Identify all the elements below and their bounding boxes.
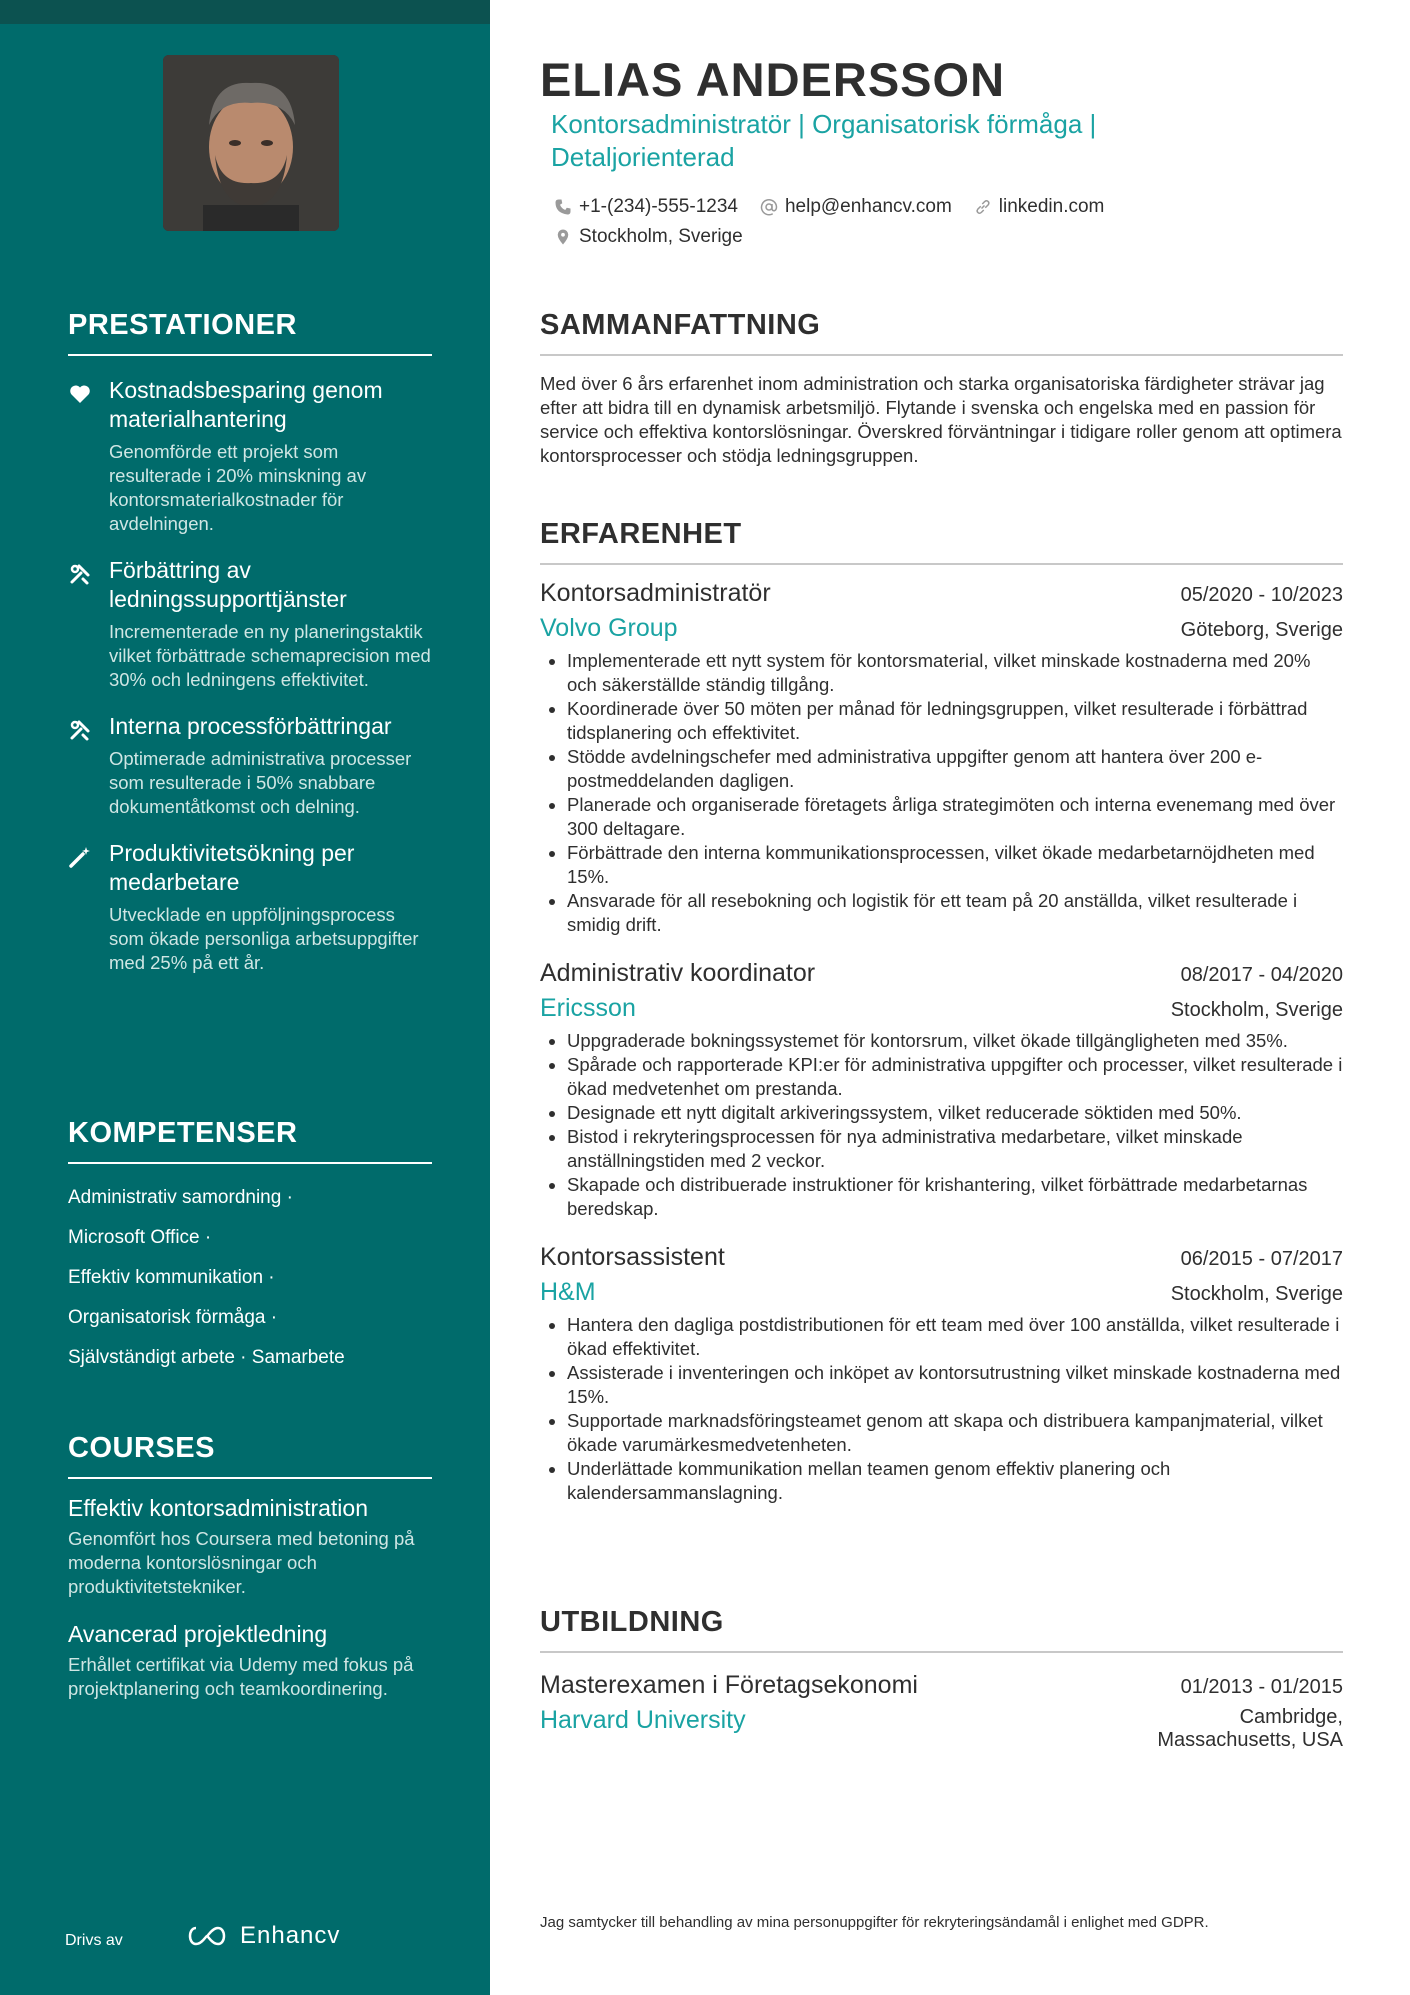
headline-line: Detaljorienterad xyxy=(551,142,735,172)
enhancv-logo[interactable] xyxy=(184,1922,340,1950)
job-entry xyxy=(540,1243,1343,1505)
education-section xyxy=(540,1606,1343,1752)
skill-line: Självständigt arbete · Samarbete xyxy=(68,1347,345,1368)
summary-section xyxy=(540,309,1343,468)
enhancv-logo-icon xyxy=(184,1924,230,1948)
bullet-item: • Spårade och rapporterade KPI:er för administrativa uppgifter och processer, vilket resulterade i ökad medvetenhet om prestanda. xyxy=(567,1053,1343,1101)
courses-section xyxy=(68,1432,432,1701)
course-description: Genomfört hos Coursera med betoning på moderna kontorslösningar och produktivitetstekniker. xyxy=(68,1528,415,1597)
achievement-title: Produktivitetsökning per medarbetare xyxy=(109,840,355,895)
achievement-item xyxy=(68,376,432,536)
education-dates: 01/2013 - 01/2015 xyxy=(1180,1676,1343,1698)
job-location: Stockholm, Sverige xyxy=(1170,999,1343,1021)
location-contact xyxy=(554,226,743,248)
link-icon xyxy=(974,198,992,216)
bullet-item: • Bistod i rekryteringsprocessen för nya administrativa medarbetare, vilket minskade anställningstiden med 2 veckor. xyxy=(567,1125,1343,1173)
job-bullets xyxy=(540,1029,1343,1221)
gdpr-consent: Jag samtycker till behandling av mina personuppgifter för rekryteringsändamål i enlighet med GDPR. xyxy=(540,1914,1209,1931)
sidebar-top-band xyxy=(0,0,490,24)
achievement-item xyxy=(68,839,432,975)
achievement-title: Kostnadsbesparing genom materialhantering xyxy=(109,377,383,432)
bullet-item: • Uppgraderade bokningssystemet för kontorsrum, vilket ökade tillgängligheten med 35%. xyxy=(567,1029,1343,1053)
bullet-item: • Hantera den dagliga postdistributionen för ett team med över 100 anställda, vilket resulterade i ökad effektivitet. xyxy=(567,1313,1343,1361)
bullet-item: • Underlättade kommunikation mellan teamen genom effektiv planering och kalendersammanslagning. xyxy=(567,1457,1343,1505)
bullet-item: • Implementerade ett nytt system för kontorsmaterial, vilket minskade kostnaderna med 20% och säkerställde ständig tillgång. xyxy=(567,649,1343,697)
experience-section xyxy=(540,518,1343,1505)
course-item xyxy=(68,1493,432,1599)
linkedin-url: linkedin.com xyxy=(998,196,1105,217)
course-title: Effektiv kontorsadministration xyxy=(68,1495,368,1521)
job-dates: 08/2017 - 04/2020 xyxy=(1180,964,1343,986)
degree-title: Masterexamen i Företagsekonomi xyxy=(540,1671,918,1699)
achievements-section xyxy=(68,309,432,975)
job-entry xyxy=(540,579,1343,937)
heart-icon xyxy=(68,382,92,406)
education-location xyxy=(1157,1706,1343,1752)
tools-icon xyxy=(68,718,92,742)
bullet-item: • Koordinerade över 50 möten per månad för ledningsgruppen, vilket resulterade i förbättrad tidsplanering och effektivitet. xyxy=(567,697,1343,745)
skills-section xyxy=(68,1117,432,1378)
skill-line: Organisatorisk förmåga · xyxy=(68,1307,278,1328)
email-address: help@enhancv.com xyxy=(784,196,952,217)
education-entry xyxy=(540,1671,1343,1752)
phone-number: +1-(234)-555-1234 xyxy=(579,196,738,217)
job-bullets xyxy=(540,649,1343,937)
achievements-title: PRESTATIONER xyxy=(68,309,432,356)
profile-photo xyxy=(163,55,339,231)
education-location-line: Massachusetts, USA xyxy=(1157,1729,1343,1751)
bullet-item: • Planerade och organiserade företagets årliga strategimöten och interna evenemang med över 300 deltagare. xyxy=(567,793,1343,841)
achievement-description: Incrementerade en ny planeringstaktik vilket förbättrade schemaprecision med 30% och ledningens effektivitet. xyxy=(109,621,431,690)
education-location-line: Cambridge, xyxy=(1239,1706,1343,1728)
skill-line: Effektiv kommunikation · xyxy=(68,1267,275,1288)
achievement-item xyxy=(68,556,432,692)
bullet-item: • Stödde avdelningschefer med administrativa uppgifter genom att hantera över 200 e-postmeddelanden dagligen. xyxy=(567,745,1343,793)
course-description: Erhållet certifikat via Udemy med fokus på projektplanering och teamkoordinering. xyxy=(68,1654,414,1699)
brand-name: Enhancv xyxy=(240,1922,341,1949)
job-title: Administrativ koordinator xyxy=(540,959,816,987)
bullet-item: • Assisterade i inventeringen och inköpet av kontorsutrustning vilket minskade kostnaderna med 15%. xyxy=(567,1361,1343,1409)
bullet-item: • Designade ett nytt digitalt arkiveringssystem, vilket reducerade söktiden med 50%. xyxy=(567,1101,1343,1125)
achievement-description: Utvecklade en uppföljningsprocess som ökade personliga arbetsuppgifter med 25% på ett år. xyxy=(109,904,419,973)
courses-title: COURSES xyxy=(68,1432,432,1479)
headline xyxy=(551,108,1191,174)
summary-text: Med över 6 års erfarenhet inom administration och starka organisatoriska färdigheter strävar jag efter att bidra till en dynamisk arbetsmiljö. Flytande i svenska och engelska med en passion för service och effektiva kontorslösningar. Överskred förväntningar i tidigare roller genom att optimera kontorsprocesser och stödja ledningsgruppen. xyxy=(540,373,1342,466)
company-name: Volvo Group xyxy=(540,614,678,642)
job-dates: 06/2015 - 07/2017 xyxy=(1180,1248,1343,1270)
contact-info xyxy=(554,192,1254,252)
job-entry xyxy=(540,959,1343,1221)
job-title: Kontorsassistent xyxy=(540,1243,725,1271)
candidate-name: ELIAS ANDERSSON xyxy=(540,53,1006,106)
education-title: UTBILDNING xyxy=(540,1606,1343,1653)
powered-by-label: Drivs av xyxy=(65,1932,123,1949)
achievement-item xyxy=(68,712,432,819)
skills-title: KOMPETENSER xyxy=(68,1117,432,1164)
linkedin-contact[interactable] xyxy=(974,196,1105,218)
experience-title: ERFARENHET xyxy=(540,518,1343,565)
bullet-item: • Förbättrade den interna kommunikationsprocessen, vilket ökade medarbetarnöjdheten med 15%. xyxy=(567,841,1343,889)
achievement-title: Förbättring av ledningssupporttjänster xyxy=(109,557,347,612)
tools-icon xyxy=(68,562,92,586)
achievement-description: Genomförde ett projekt som resulterade i 20% minskning av kontorsmaterialkostnader för avdelningen. xyxy=(109,441,367,534)
job-bullets xyxy=(540,1313,1343,1505)
email-contact[interactable] xyxy=(760,196,952,218)
phone-icon xyxy=(554,198,572,216)
bullet-item: • Ansvarade för all resebokning och logistik för ett team på 20 anställda, vilket resulterade i smidig drift. xyxy=(567,889,1343,937)
phone-contact[interactable] xyxy=(554,196,738,218)
company-name: H&M xyxy=(540,1278,596,1306)
location-pin-icon xyxy=(554,228,572,246)
achievement-description: Optimerade administrativa processer som resulterade i 50% snabbare dokumentåtkomst och delning. xyxy=(109,748,412,817)
company-name: Ericsson xyxy=(540,994,636,1022)
job-location: Stockholm, Sverige xyxy=(1170,1283,1343,1305)
bullet-item: • Supportade marknadsföringsteamet genom att skapa och distribuera kampanjmaterial, vilket ökade varumärkesmedvetenheten. xyxy=(567,1409,1343,1457)
location-text: Stockholm, Sverige xyxy=(579,226,743,247)
summary-title: SAMMANFATTNING xyxy=(540,309,1343,356)
achievement-title: Interna processförbättringar xyxy=(109,713,392,739)
job-dates: 05/2020 - 10/2023 xyxy=(1180,584,1343,606)
skill-line: Administrativ samordning · xyxy=(68,1187,293,1208)
skills-list xyxy=(68,1178,432,1378)
course-item xyxy=(68,1619,432,1701)
sidebar xyxy=(0,0,490,1995)
job-location: Göteborg, Sverige xyxy=(1180,619,1343,641)
course-title: Avancerad projektledning xyxy=(68,1621,328,1647)
magic-wand-icon xyxy=(68,845,92,869)
headline-line: Kontorsadministratör | Organisatorisk förmåga | xyxy=(551,109,1097,139)
job-title: Kontorsadministratör xyxy=(540,579,771,607)
bullet-item: • Skapade och distribuerade instruktioner för krishantering, vilket förbättrade medarbetarnas beredskap. xyxy=(567,1173,1343,1221)
school-name: Harvard University xyxy=(540,1706,746,1734)
skill-line: Microsoft Office · xyxy=(68,1227,212,1248)
at-sign-icon xyxy=(760,198,778,216)
